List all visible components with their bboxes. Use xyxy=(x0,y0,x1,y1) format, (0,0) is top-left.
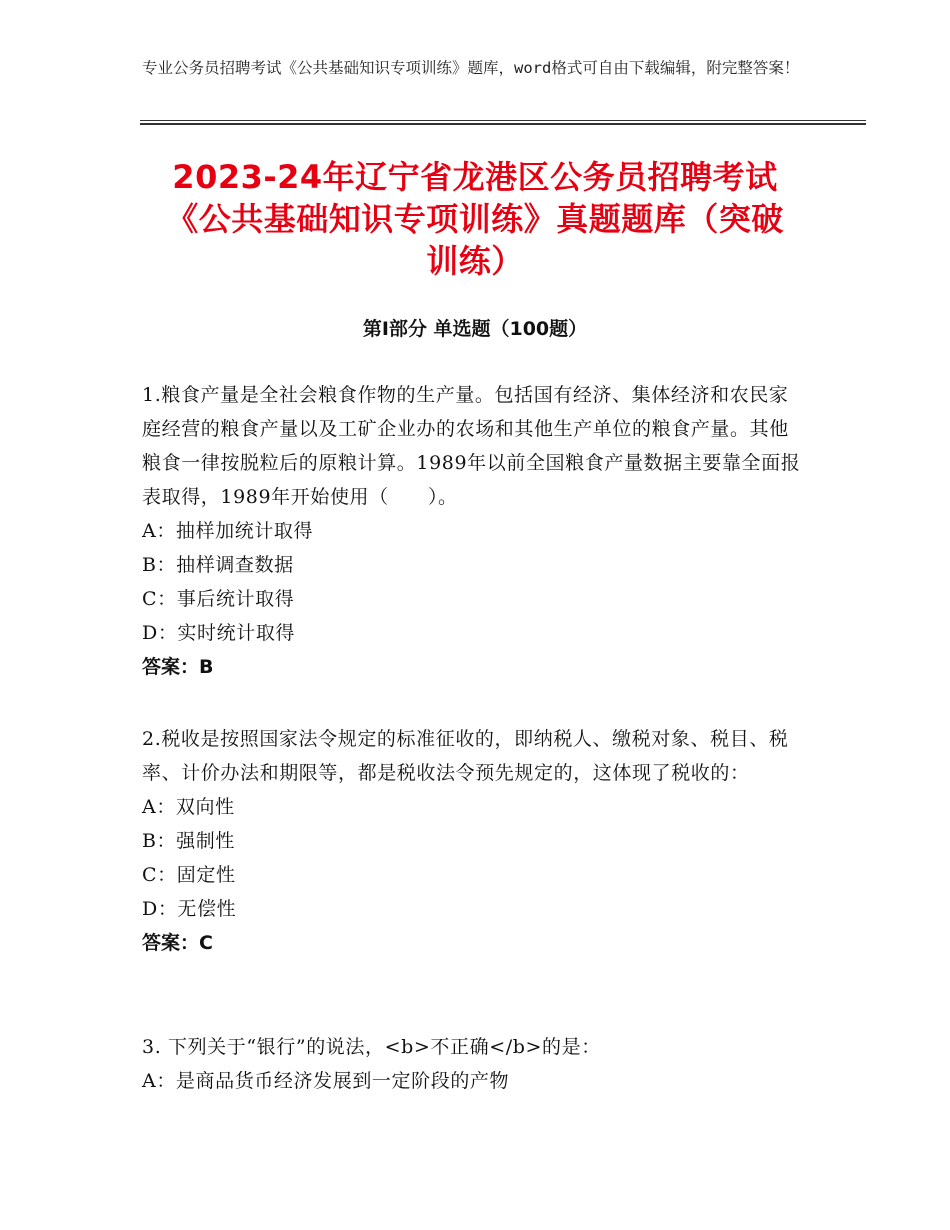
option-a: A：双向性 xyxy=(142,796,235,818)
option-c: C：事后统计取得 xyxy=(142,588,295,610)
answer-label: 答案：B xyxy=(142,656,214,678)
header-divider-top xyxy=(140,120,866,121)
option-b: B：强制性 xyxy=(142,830,235,852)
header-divider-bottom xyxy=(140,123,866,125)
question-1 xyxy=(142,378,804,684)
title-line: 《公共基础知识专项训练》真题题库（突破 xyxy=(166,200,784,238)
answer-label: 答案：C xyxy=(142,932,213,954)
option-d: D：无偿性 xyxy=(142,898,237,920)
question-stem: 1.粮食产量是全社会粮食作物的生产量。包括国有经济、集体经济和农民家庭经营的粮食产量以及工矿企业办的农场和其他生产单位的粮食产量。其他粮食一律按脱粒后的原粮计算。1989年以前全国粮食产量数据主要靠全面报表取得，1989年开始使用（ ）。 xyxy=(142,384,801,508)
document-title xyxy=(100,156,850,282)
option-b: B：抽样调查数据 xyxy=(142,554,294,576)
question-stem: 3. 下列关于“银行”的说法，<b>不正确</b>的是： xyxy=(142,1036,601,1058)
title-line: 2023-24年辽宁省龙港区公务员招聘考试 xyxy=(172,158,778,196)
option-a: A：抽样加统计取得 xyxy=(142,520,314,542)
section-heading: 第Ⅰ部分 单选题（100题） xyxy=(362,318,588,340)
option-d: D：实时统计取得 xyxy=(142,622,296,644)
question-2 xyxy=(142,722,804,960)
question-3 xyxy=(142,1030,804,1098)
title-line: 训练） xyxy=(426,242,524,280)
header-note: 专业公务员招聘考试《公共基础知识专项训练》题库，word格式可自由下载编辑，附完整答案！ xyxy=(142,59,800,77)
option-c: C：固定性 xyxy=(142,864,236,886)
question-stem: 2.税收是按照国家法令规定的标准征收的，即纳税人、缴税对象、税目、税率、计价办法和期限等，都是税收法令预先规定的，这体现了税收的： xyxy=(142,728,789,784)
option-a: A：是商品货币经济发展到一定阶段的产物 xyxy=(142,1070,510,1092)
